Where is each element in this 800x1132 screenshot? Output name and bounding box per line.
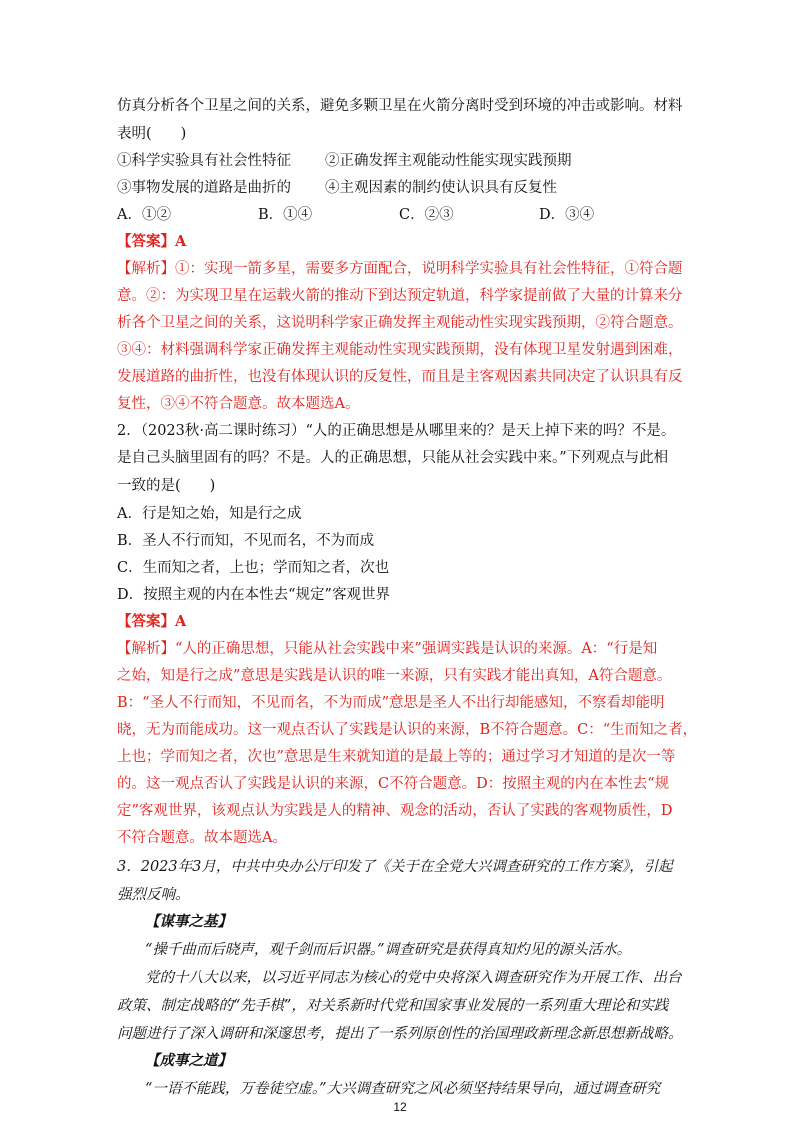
q1-explanation-line-2: 意。②：为实现卫星在运载火箭的推动下到达预定轨道，科学家提前做了大量的计算来分	[117, 288, 683, 304]
q3-paragraph-3: “一语不能践，万卷徒空虚。”大兴调查研究之风必须坚持结果导向，通过调查研究	[145, 1081, 661, 1097]
q1-answer: 【答案】A	[117, 233, 187, 250]
q3-paragraph-2-line-1: 党的十八大以来，以习近平同志为核心的党中央将深入调查研究作为开展工作、出台	[145, 970, 682, 986]
q1-explanation-line-3: 析各个卫星之间的关系，这说明科学家正确发挥主观能动性实现实践预期，②符合题意。	[117, 315, 683, 331]
q1-continuation-line-1: 仿真分析各个卫星之间的关系，避免多颗卫星在火箭分离时受到环境的冲击或影响。材料	[117, 98, 683, 114]
q2-explanation-line-1: 【解析】“人的正确思想，只能从社会实践中来”强调实践是认识的来源。A：“行是知	[117, 641, 658, 657]
q2-explanation-line-2: 之始，知是行之成”意思是实践是认识的唯一来源，只有实践才能出真知，A符合题意。	[117, 668, 672, 684]
q2-explanation-line-6: 的。这一观点否认了实践是认识的来源，C不符合题意。D：按照主观的内在本性去“规	[117, 776, 670, 792]
q1-option-d: D．③④	[539, 207, 595, 223]
page-number: 12	[393, 1100, 407, 1114]
q1-explanation-line-5: 发展道路的曲折性，也没有体现认识的反复性，而且是主客观因素共同决定了认识具有反	[117, 369, 683, 385]
q1-options-row	[117, 205, 594, 225]
q1-continuation-line-2: 表明( )	[117, 126, 187, 142]
q3-stem-line-1: 3．2023年3月，中共中央办公厅印发了《关于在全党大兴调查研究的工作方案》，引起	[117, 859, 673, 875]
q2-stem-line-1: 2．（2023秋·高二课时练习）“人的正确思想是从哪里来的？是天上掉下来的吗？不是。	[117, 423, 676, 439]
q1-option-a: A．①②	[117, 207, 171, 223]
q2-explanation-line-7: 定”客观世界，该观点认为实践是人的精神、观念的活动，否认了实践的客观物质性，D	[117, 803, 673, 819]
q1-statement-1: ①科学实验具有社会性特征	[117, 153, 291, 169]
q3-heading-2: 【成事之道】	[145, 1052, 232, 1069]
q3-paragraph-2-line-2: 政策、制定战略的“先手棋”，对关系新时代党和国家事业发展的一系列重大理论和实践	[117, 998, 669, 1014]
q1-option-c: C．②③	[399, 207, 454, 223]
q2-option-b: B．圣人不行而知，不见而名，不为而成	[117, 533, 375, 549]
q3-heading-1: 【谋事之基】	[145, 913, 232, 930]
q2-stem-line-3: 一致的是( )	[117, 478, 216, 494]
q1-statement-4: ④主观因素的制约使认识具有反复性	[325, 180, 557, 196]
q2-answer: 【答案】A	[117, 613, 187, 630]
q1-explanation-line-1: 【解析】①：实现一箭多星，需要多方面配合，说明科学实验具有社会性特征，①符合题	[117, 261, 683, 277]
q1-explanation-line-4: ③④：材料强调科学家正确发挥主观能动性实现实践预期，没有体现卫星发射遇到困难，	[117, 342, 683, 358]
q1-explanation-line-6: 复性，③④不符合题意。故本题选A。	[117, 396, 360, 412]
q1-statements-row-2	[117, 178, 557, 198]
q2-explanation-line-8: 不符合题意。故本题选A。	[117, 830, 287, 846]
q2-option-c: C．生而知之者，上也；学而知之者，次也	[117, 560, 390, 576]
q1-option-b: B．①④	[258, 207, 313, 223]
q3-stem-line-2: 强烈反响。	[117, 887, 190, 903]
q1-statements-row-1	[117, 151, 572, 171]
q3-paragraph-1: “操千曲而后晓声，观千剑而后识器。”调查研究是获得真知灼见的源头活水。	[145, 942, 632, 958]
q3-paragraph-2-line-3: 问题进行了深入调研和深邃思考，提出了一系列原创性的治国理政新理念新思想新战略。	[117, 1026, 683, 1042]
q2-option-d: D．按照主观的内在本性去“规定”客观世界	[117, 587, 390, 603]
q1-statement-3: ③事物发展的道路是曲折的	[117, 180, 291, 196]
q2-explanation-line-4: 晓，无为而能成功。这一观点否认了实践是认识的来源，B不符合题意。C：“生而知之者，	[117, 722, 698, 738]
q1-statement-2: ②正确发挥主观能动性能实现实践预期	[325, 153, 572, 169]
q2-explanation-line-5: 上也；学而知之者，次也”意思是生来就知道的是最上等的；通过学习才知道的是次一等	[117, 749, 676, 765]
q2-stem-line-2: 是自己头脑里固有的吗？不是。人的正确思想，只能从社会实践中来。”下列观点与此相	[117, 450, 669, 466]
q2-explanation-line-3: B：“圣人不行而知，不见而名，不为而成”意思是圣人不出行却能感知，不察看却能明	[117, 695, 665, 711]
q2-option-a: A．行是知之始，知是行之成	[117, 506, 302, 522]
